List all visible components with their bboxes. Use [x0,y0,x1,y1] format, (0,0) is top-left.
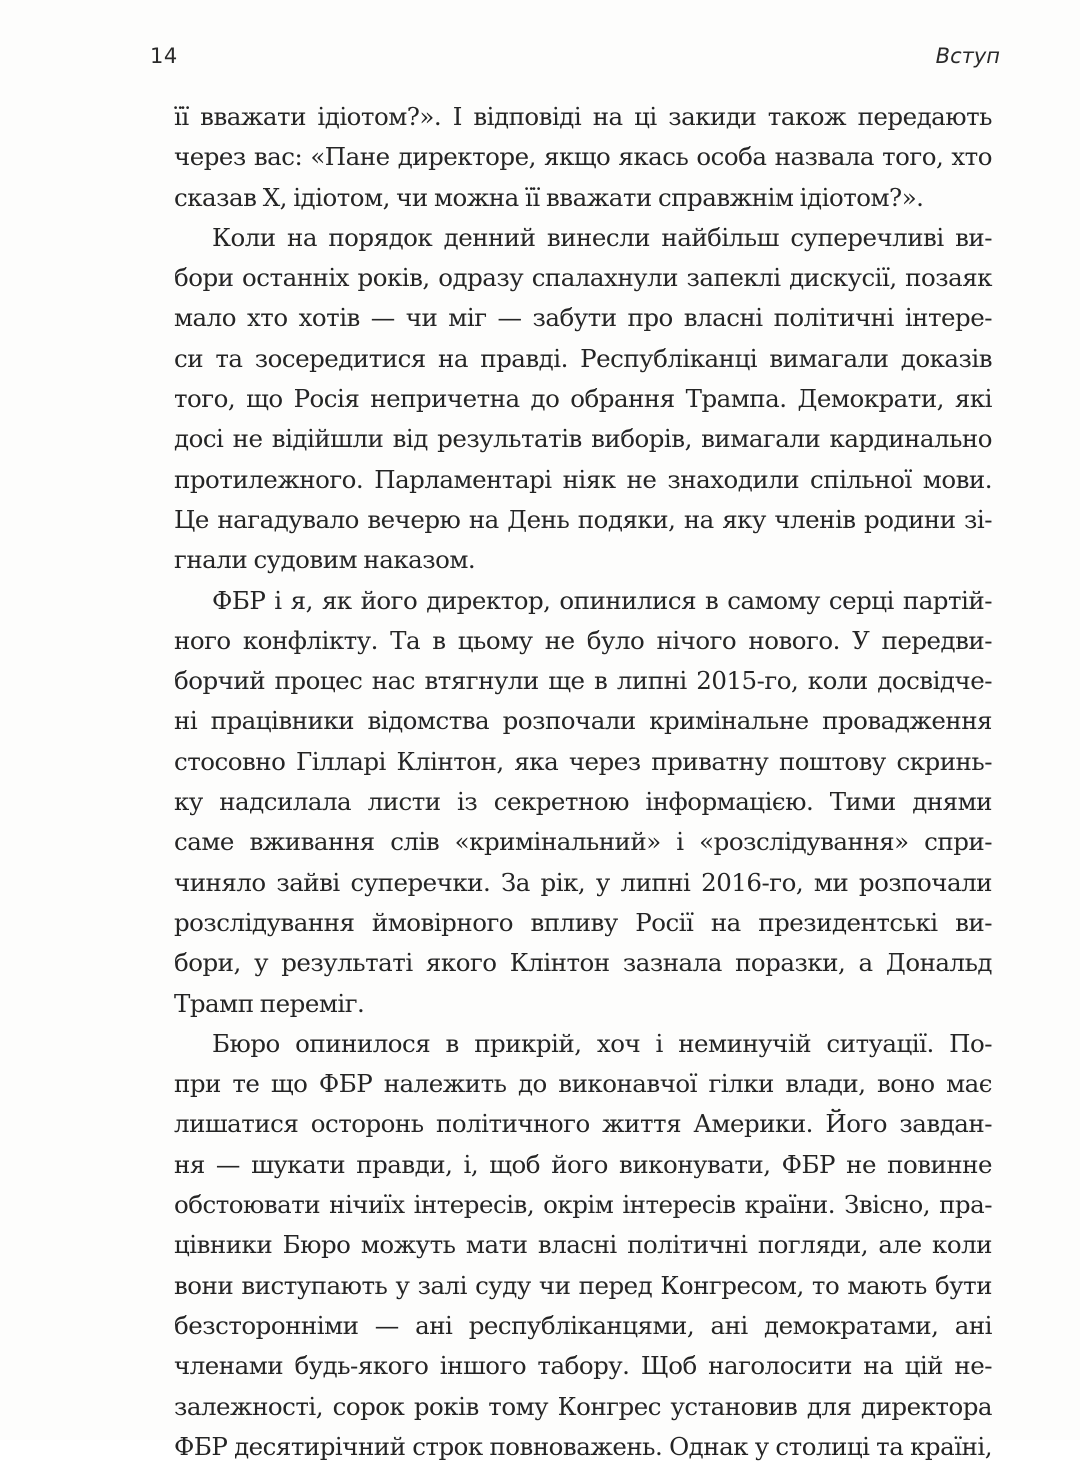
text-line: чиняло зайві суперечки. За рік, у липні 2016-го, ми розпочали [174,867,992,897]
text-line: досі не відійшли від результатів виборів, вимагали кардинально [174,424,992,454]
text-line: того, що Росія непричетна до обрання Трампа. Демократи, які [174,384,992,414]
text-line: стосовно Гілларі Клінтон, яка через приватну поштову скринь- [174,746,992,776]
text-line: си та зосередитися на правді. Республіканці вимагали доказів [174,343,992,373]
text-line: обстоювати нічиїх інтересів, окрім інтересів країни. Звісно, пра- [174,1190,992,1220]
text-line: бори, у результаті якого Клінтон зазнала поразки, а Дональд [174,948,992,978]
running-header [150,44,1000,78]
text-line: через вас: «Пане директоре, якщо якась особа назвала того, хто [174,142,992,172]
text-line: Це нагадувало вечерю на День подяки, на яку членів родини зі- [174,504,992,534]
page-number: 14 [150,44,178,68]
text-line: гнали судовим наказом. [174,545,476,575]
text-line: лишатися осторонь політичного життя Америки. Його завдан- [174,1109,992,1139]
body-text [174,97,992,1467]
text-line: цівники Бюро можуть мати власні політичні погляди, але коли [174,1230,992,1260]
text-line: бори останніх років, одразу спалахнули запеклі дискусії, позаяк [174,263,992,293]
text-line: сказав Х, ідіотом, чи можна її вважати справжнім ідіотом?». [174,182,924,212]
text-line: ного конфлікту. Та в цьому не було нічого нового. У передви- [174,625,992,655]
text-line: мало хто хотів — чи міг — забути про власні політичні інтере- [174,303,992,333]
text-line: її вважати ідіотом?». І відповіді на ці закиди також передають [174,102,992,131]
text-line: саме вживання слів «кримінальний» і «розслідування» спри- [174,827,992,857]
text-line: ку надсилала листи із секретною інформацією. Тими днями [174,787,992,817]
text-line: ня — шукати правди, і, щоб його виконувати, ФБР не повинне [174,1149,992,1179]
section-title: Вступ [935,44,1000,68]
text-line: Коли на порядок денний винесли найбільш суперечливі ви- [212,222,992,252]
text-line: при те що ФБР належить до виконавчої гілки влади, воно має [174,1069,992,1099]
text-line: ФБР і я, як його директор, опинилися в самому серці партій- [212,585,992,615]
text-line: борчий процес нас втягнули ще в липні 2015-го, коли досвідче- [174,666,992,696]
text-line: членами будь-якого іншого табору. Щоб наголосити на цій не- [174,1351,992,1381]
text-line: безсторонніми — ані республіканцями, ані демократами, ані [174,1310,992,1340]
text-line: ФБР десятирічний строк повноважень. Однак у столиці та країні, [174,1431,992,1461]
text-line: Бюро опинилося в прикрій, хоч і неминучій ситуації. По- [212,1028,992,1058]
text-line: ні працівники відомства розпочали кримінальне провадження [174,706,992,736]
text-line: Трамп переміг. [174,988,365,1018]
text-line: розслідування ймовірного впливу Росії на президентські ви- [174,907,992,937]
text-line: протилежного. Парламентарі ніяк не знаходили спільної мови. [174,464,992,494]
text-line: залежності, сорок років тому Конгрес установив для директора [174,1391,992,1421]
text-line: вони виступають у залі суду чи перед Конгресом, то мають бути [174,1270,992,1300]
